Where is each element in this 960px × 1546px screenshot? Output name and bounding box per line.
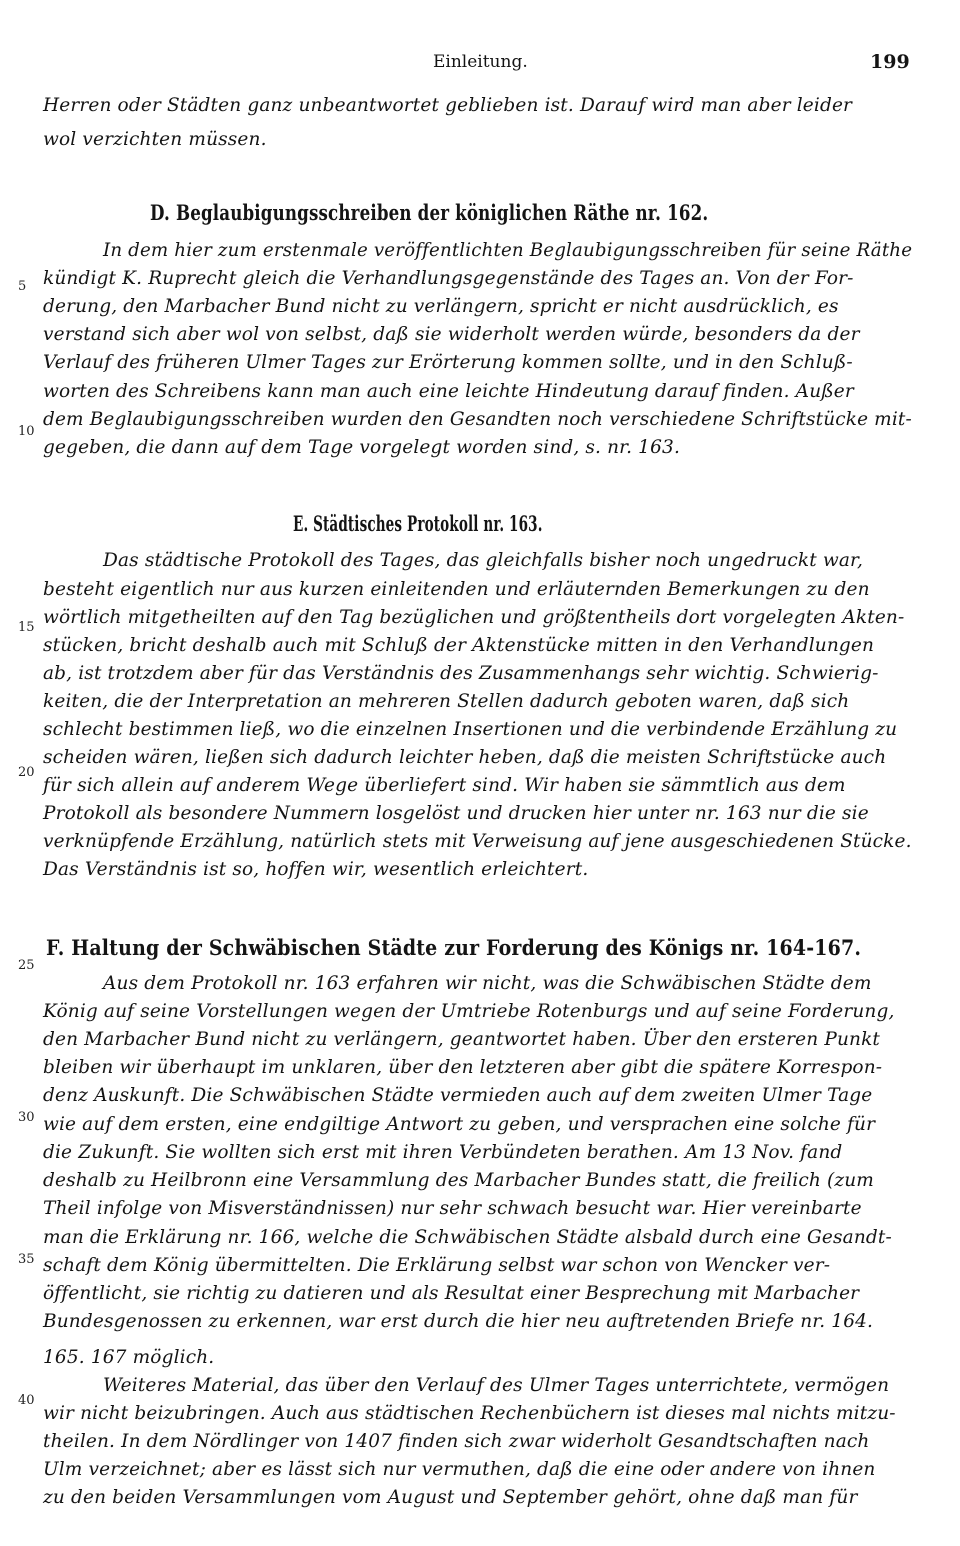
text-line: deshalb zu Heilbronn eine Versammlung des Marbacher Bundes statt, die freilich (zum: [43, 1170, 874, 1191]
running-title: Einleitung.: [433, 52, 528, 72]
text-line: worten des Schreibens kann man auch eine leichte Hindeutung darauf finden. Außer: [43, 381, 854, 402]
section-heading-f: F. Haltung der Schwäbischen Städte zur Forderung des Königs nr. 164-167.: [46, 935, 862, 960]
text-line: öffentlicht, sie richtig zu datieren und als Resultat einer Besprechung mit Marbacher: [43, 1283, 860, 1304]
text-line: 165. 167 möglich.: [43, 1347, 215, 1368]
text-line: Ulm verzeichnet; aber es lässt sich nur vermuthen, daß die eine oder andere von ihnen: [43, 1459, 876, 1480]
text-line: derung, den Marbacher Bund nicht zu verlängern, spricht er nicht ausdrücklich, es: [43, 296, 839, 317]
line-number: 10: [18, 424, 35, 439]
text-line: stücken, bricht deshalb auch mit Schluß der Aktenstücke mitten in den Verhandlungen: [43, 635, 875, 656]
text-line: kündigt K. Ruprecht gleich die Verhandlungsgegenstände des Tages an. Von der For-: [43, 268, 854, 289]
text-line: wol verzichten müssen.: [43, 129, 267, 150]
text-line: wörtlich mitgetheilten auf den Tag bezüglichen und größtentheils dort vorgelegten Akten-: [43, 607, 905, 628]
line-number: 40: [18, 1393, 35, 1408]
line-number: 25: [18, 958, 35, 973]
text-line: Das Verständnis ist so, hoffen wir, wesentlich erleichtert.: [43, 859, 589, 880]
text-line: Bundesgenossen zu erkennen, war erst durch die hier neu auftretenden Briefe nr. 164.: [43, 1311, 874, 1332]
text-line: König auf seine Vorstellungen wegen der Umtriebe Rotenburgs und auf seine Forderung,: [43, 1001, 895, 1022]
text-line: wie auf dem ersten, eine endgiltige Antwort zu geben, und versprachen eine solche für: [43, 1114, 876, 1135]
text-line: wir nicht beizubringen. Auch aus städtischen Rechenbüchern ist dieses mal nichts mitzu-: [43, 1403, 896, 1424]
text-line: verknüpfende Erzählung, natürlich stets mit Verweisung auf jene ausgeschiedenen Stücke.: [43, 831, 912, 852]
text-line: schaft dem König übermittelten. Die Erklärung selbst war schon von Wencker ver-: [43, 1255, 831, 1276]
text-line: dem Beglaubigungsschreiben wurden den Gesandten noch verschiedene Schriftstücke mit-: [43, 409, 912, 430]
text-line: ab, ist trotzdem aber für das Verständnis des Zusammenhangs sehr wichtig. Schwierig-: [43, 663, 879, 684]
text-line: Verlauf des früheren Ulmer Tages zur Erörterung kommen sollte, und in den Schluß-: [43, 352, 853, 373]
text-line: die Zukunft. Sie wollten sich erst mit ihren Verbündeten berathen. Am 13 Nov. fand: [43, 1142, 843, 1163]
page-number: 199: [870, 51, 910, 73]
section-heading-d: D. Beglaubigungsschreiben der königlichen Räthe nr. 162.: [150, 200, 709, 225]
text-line: Herren oder Städten ganz unbeantwortet geblieben ist. Darauf wird man aber leider: [43, 95, 853, 116]
running-head: [0, 52, 960, 76]
text-line: besteht eigentlich nur aus kurzen einleitenden und erläuternden Bemerkungen zu den: [43, 579, 870, 600]
line-number: 5: [18, 279, 27, 294]
text-line: Protokoll als besondere Nummern losgelöst und drucken hier unter nr. 163 nur die sie: [43, 803, 869, 824]
line-number: 15: [18, 620, 35, 635]
text-line: für sich allein auf anderem Wege überliefert sind. Wir haben sie sämmtlich aus dem: [43, 775, 846, 796]
text-line: verstand sich aber wol von selbst, daß sie widerholt werden würde, besonders da der: [43, 324, 860, 345]
text-line: zu den beiden Versammlungen vom August und September gehört, ohne daß man für: [43, 1487, 858, 1508]
line-number: 20: [18, 765, 35, 780]
text-line: In dem hier zum erstenmale veröffentlichten Beglaubigungsschreiben für seine Räthe: [103, 240, 913, 261]
text-line: theilen. In dem Nördlinger von 1407 finden sich zwar widerholt Gesandtschaften nach: [43, 1431, 870, 1452]
text-line: Das städtische Protokoll des Tages, das gleichfalls bisher noch ungedruckt war,: [103, 550, 863, 571]
text-line: Aus dem Protokoll nr. 163 erfahren wir nicht, was die Schwäbischen Städte dem: [103, 973, 872, 994]
text-line: gegeben, die dann auf dem Tage vorgelegt worden sind, s. nr. 163.: [43, 437, 680, 458]
text-line: Weiteres Material, das über den Verlauf des Ulmer Tages unterrichtete, vermögen: [103, 1375, 890, 1396]
text-line: bleiben wir überhaupt im unklaren, über den letzteren aber gibt die spätere Korrespon-: [43, 1057, 883, 1078]
text-line: keiten, die der Interpretation an mehreren Stellen dadurch geboten waren, daß sich: [43, 691, 850, 712]
line-number: 30: [18, 1110, 35, 1125]
text-line: scheiden wären, ließen sich dadurch leichter heben, daß die meisten Schriftstücke auch: [43, 747, 887, 768]
text-line: denz Auskunft. Die Schwäbischen Städte vermieden auch auf dem zweiten Ulmer Tage: [43, 1085, 873, 1106]
section-heading-e: E. Städtisches Protokoll nr. 163.: [293, 511, 543, 536]
text-line: schlecht bestimmen ließ, wo die einzelnen Insertionen und die verbindende Erzählung zu: [43, 719, 898, 740]
line-number: 35: [18, 1252, 35, 1267]
text-line: man die Erklärung nr. 166, welche die Schwäbischen Städte alsbald durch eine Gesandt-: [43, 1227, 892, 1248]
text-line: Theil infolge von Misverständnissen) nur sehr schwach besucht war. Hier vereinbarte: [43, 1198, 862, 1219]
text-line: den Marbacher Bund nicht zu verlängern, geantwortet haben. Über den ersteren Punkt: [43, 1029, 881, 1050]
